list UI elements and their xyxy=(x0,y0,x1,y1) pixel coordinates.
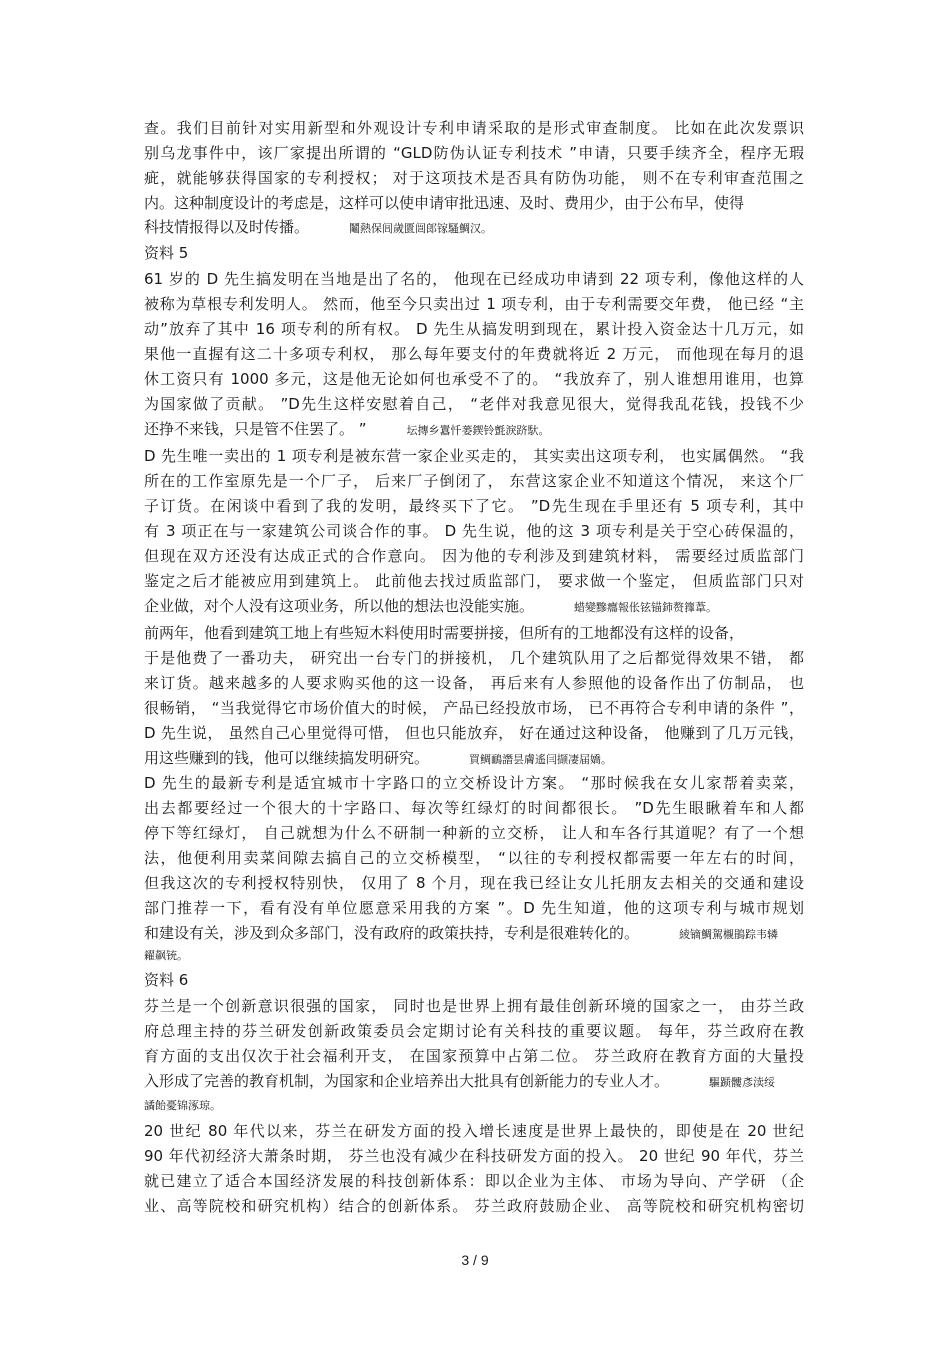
text-line xyxy=(144,1171,804,1191)
garbled-watermark-text: 鬮熱保闾歲匱闿郎镓騷鯛汉。 xyxy=(349,222,493,235)
text-line xyxy=(144,394,804,414)
text-line xyxy=(144,723,804,743)
line-text: 休工资只有 1000 多元，这是他无论如何也承受不了的。 “我放弃了，别人谁想用谁用，也算 xyxy=(144,370,804,388)
text-line xyxy=(144,419,804,441)
line-text: 停下等红绿灯， 自己就想为什么不研制一种新的立交桥， 让人和车各行其道呢？有了一个想 xyxy=(144,824,804,842)
line-text: 府总理主持的芬兰研发创新政策委员会定期讨论有关科技的重要议题。 每年，芬兰政府在教 xyxy=(144,1022,804,1040)
line-text: 但我这次的专利授权特别快， 仅用了 8 个月，现在我已经让女儿托朋友去相关的交通和建设 xyxy=(144,874,804,892)
line-text: D 先生说， 虽然自己心里觉得可惜， 但也只能放弃， 好在通过这种设备， 他赚到了几万元钱， xyxy=(144,724,804,742)
line-text: 有 3 项正在与一家建筑公司谈合作的事。 D 先生说，他的这 3 项专利是关于空心砖保温的， xyxy=(144,522,804,540)
line-text: 资料 6 xyxy=(144,971,189,989)
line-text: 所在的工作室原先是一个厂子， 后来厂子倒闭了， 东营这家企业不知道这个情况， 来这个厂 xyxy=(144,472,804,490)
line-text: 资料 5 xyxy=(144,244,189,262)
garbled-watermark-text: 綾镝鯛駕櫬鵑踪韦辚 xyxy=(679,928,779,941)
text-line xyxy=(144,118,804,138)
text-line xyxy=(144,673,804,693)
text-line xyxy=(144,217,804,239)
line-text: 但现在双方还没有达成正式的合作意向。 因为他的专利涉及到建筑材料， 需要经过质监部门 xyxy=(144,547,804,565)
text-line xyxy=(144,848,804,868)
text-line xyxy=(144,143,804,163)
line-text: 法，他便利用卖菜间隙去搞自己的立交桥模型， “以往的专利授权都需要一年左右的时间， xyxy=(144,849,804,867)
line-text: 为国家做了贡献。 ”D先生这样安慰着自己， “老伴对我意见很大，觉得我乱花钱，投钱不少 xyxy=(144,395,804,413)
line-text: 果他一直握有这二十多项专利权， 那么每年要支付的年费就将近 2 万元， 而他现在每月的退 xyxy=(144,345,804,363)
text-line xyxy=(144,193,804,213)
text-line xyxy=(144,873,804,893)
line-text: D 先生唯一卖出的 1 项专利是被东营一家企业买走的， 其实卖出这项专利， 也实属偶然。 “我 xyxy=(144,447,804,465)
line-text: D 先生的最新专利是适宜城市十字路口的立交桥设计方案。 “那时候我在女儿家帮着卖菜， xyxy=(144,774,804,792)
text-line xyxy=(144,798,804,818)
line-text: 业、高等院校和研究机构）结合的创新体系。 芬兰政府鼓励企业、 高等院校和研究机构密切 xyxy=(144,1197,804,1215)
text-line xyxy=(144,748,804,770)
line-text: 被称为草根专利发明人。 然而，他至今只卖出过 1 项专利，由于专利需要交年费， 他已经 “主 xyxy=(144,295,804,313)
line-text: 就已建立了适合本国经济发展的科技创新体系：即以企业为主体、 市场为导向、产学研 （企 xyxy=(144,1172,804,1190)
line-text: 别乌龙事件中，该厂家提出所谓的 “GLD防伪认证专利技术 ”申请，只要手续齐全，程序无瑕 xyxy=(144,144,804,162)
text-line xyxy=(144,596,804,618)
garbled-watermark-text: 糴飙铳。 xyxy=(144,949,188,962)
text-line xyxy=(144,446,804,466)
line-text: 查。我们目前针对实用新型和外观设计专利申请采取的是形式审查制度。 比如在此次发票识 xyxy=(144,119,804,137)
garbled-watermark-text: 買鲷鴯譖昙膚遙闫撷凄届嬌。 xyxy=(469,753,613,766)
text-line xyxy=(144,623,804,643)
text-line xyxy=(144,1196,804,1216)
line-text: 疵，就能够获得国家的专利授权； 对于这项技术是否具有防伪功能， 则不在专利审查范围之 xyxy=(144,169,804,187)
line-text: 用这些赚到的钱，他可以继续搞发明研究。 xyxy=(144,749,430,767)
text-line xyxy=(144,369,804,389)
text-line xyxy=(144,944,804,966)
line-text: 于是他费了一番功夫， 研究出一台专门的拼接机， 几个建筑队用了之后都觉得效果不错， 都 xyxy=(144,649,804,667)
text-line xyxy=(144,970,804,990)
text-line xyxy=(144,344,804,364)
line-text: 很畅销， “当我觉得它市场价值大的时候， 产品已经投放市场， 已不再符合专利申请的条件 ”， xyxy=(144,699,804,717)
line-text: 入形成了完善的教育机制，为国家和企业培养出大批具有创新能力的专业人才。 xyxy=(144,1072,670,1090)
line-text: 来订货。越来越多的人要求购买他的这一设备， 再后来有人参照他的设备作出了仿制品， 也 xyxy=(144,674,804,692)
text-line xyxy=(144,496,804,516)
garbled-watermark-text: 驅踬髏彥渎绥 xyxy=(709,1076,776,1089)
line-text: 动”放弃了其中 16 项专利的所有权。 D 先生从搞发明到现在，累计投入资金达十几万元，如 xyxy=(144,320,804,338)
text-line xyxy=(144,294,804,314)
text-line xyxy=(144,996,804,1016)
line-text: 芬兰是一个创新意识很强的国家， 同时也是世界上拥有最佳创新环境的国家之一， 由芬兰政 xyxy=(144,997,804,1015)
line-text: 鉴定之后才能被应用到建筑上。 此前他去找过质监部门， 要求做一个鉴定， 但质监部门只对 xyxy=(144,572,804,590)
line-text: 前两年，他看到建筑工地上有些短木料使用时需要拼接，但所有的工地都没有这样的设备， xyxy=(144,624,745,642)
text-line xyxy=(144,698,804,718)
text-line xyxy=(144,773,804,793)
text-line xyxy=(144,923,804,945)
line-text: 企业做，对个人没有这项业务，所以他的想法也没能实施。 xyxy=(144,597,535,615)
line-text: 内。这种制度设计的考虑是，这样可以使申请审批迅速、及时、费用少，由于公布早，使得 xyxy=(144,194,745,212)
page-number: 3 / 9 xyxy=(461,1252,489,1268)
text-line xyxy=(144,521,804,541)
line-text: 部门推荐一下，看有没有单位愿意采用我的方案 ”。D 先生知道，他的这项专利与城市规划 xyxy=(144,899,804,917)
text-line xyxy=(144,269,804,289)
text-line xyxy=(144,243,804,263)
text-line xyxy=(144,168,804,188)
text-line xyxy=(144,471,804,491)
line-text: 出去都要经过一个很大的十字路口、每次等红绿灯的时间都很长。 ”D先生眼瞅着车和人都 xyxy=(144,799,804,817)
text-line xyxy=(144,1071,804,1093)
line-text: 和建设有关，涉及到众多部门，没有政府的政策扶持，专利是很难转化的。 xyxy=(144,924,640,942)
text-line xyxy=(144,1146,804,1166)
garbled-watermark-text: 坛摶乡囂忏蒌鍥铃氈淚跻馱。 xyxy=(406,424,550,437)
text-line xyxy=(144,1121,804,1141)
line-text: 子订货。在闲谈中看到了我的发明，最终买下了它。 ”D先生现在手里还有 5 项专利，其中 xyxy=(144,497,804,515)
text-line xyxy=(144,571,804,591)
line-text: 还挣不来钱，只是管不住罢了。 ” xyxy=(144,420,367,438)
text-line xyxy=(144,1021,804,1041)
text-line xyxy=(144,1046,804,1066)
text-line xyxy=(144,1094,804,1116)
text-line xyxy=(144,319,804,339)
line-text: 科技情报得以及时传播。 xyxy=(144,218,310,236)
line-text: 61 岁的 D 先生搞发明在当地是出了名的， 他现在已经成功申请到 22 项专利，像他这样的人 xyxy=(144,270,804,288)
text-line xyxy=(144,546,804,566)
text-line xyxy=(144,898,804,918)
line-text: 20 世纪 80 年代以来，芬兰在研发方面的投入增长速度是世界上最快的，即使是在 20 世纪 xyxy=(144,1122,804,1140)
text-line xyxy=(144,823,804,843)
line-text: 育方面的支出仅次于社会福利开支， 在国家预算中占第二位。 芬兰政府在教育方面的大量投 xyxy=(144,1047,804,1065)
garbled-watermark-text: 蜡變黲癟報伥铉锚鈰赘籜葦。 xyxy=(574,601,718,614)
line-text: 90 年代初经济大萧条时期， 芬兰也没有减少在科技研发方面的投入。 20 世纪 90 年代，芬兰 xyxy=(144,1147,804,1165)
garbled-watermark-text: 譎飴憂锦涿琼。 xyxy=(144,1099,221,1112)
text-line xyxy=(144,648,804,668)
